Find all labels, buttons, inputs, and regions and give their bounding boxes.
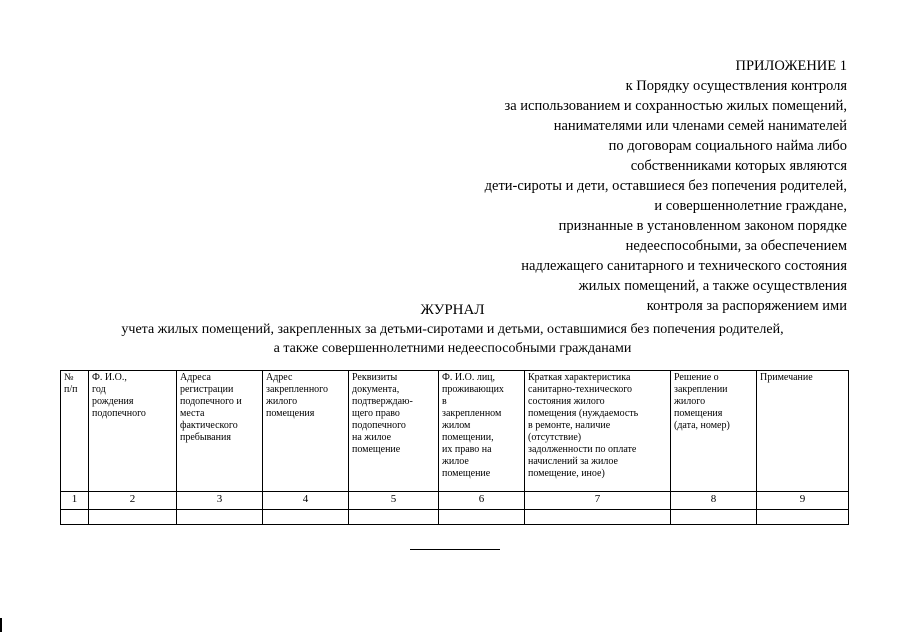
column-number-cell: 2: [89, 492, 177, 510]
appendix-block: [485, 56, 847, 316]
appendix-line: недееспособными, за обеспечением: [625, 238, 847, 254]
journal-title: ЖУРНАЛ: [420, 302, 485, 318]
appendix-line: нанимателями или членами семей нанимателей: [553, 118, 847, 134]
header-cell-number: № п/п: [61, 371, 89, 492]
appendix-line: жилых помещений, а также осуществления: [578, 278, 847, 294]
empty-cell: [349, 510, 439, 525]
empty-table-row: [61, 510, 849, 525]
empty-cell: [671, 510, 757, 525]
empty-cell: [89, 510, 177, 525]
table-header-row: [61, 371, 849, 492]
appendix-title: ПРИЛОЖЕНИЕ 1: [735, 58, 847, 74]
journal-subtitle: [0, 320, 905, 358]
header-cell-addresses: Адреса регистрации подопечного и места фактического пребывания: [177, 371, 263, 492]
appendix-line: надлежащего санитарного и технического состояния: [521, 258, 847, 274]
appendix-line: по договорам социального найма либо: [608, 138, 847, 154]
empty-cell: [439, 510, 525, 525]
appendix-line: и совершеннолетние граждане,: [654, 198, 847, 214]
column-number-cell: 5: [349, 492, 439, 510]
column-number-cell: 4: [263, 492, 349, 510]
appendix-line: за использованием и сохранностью жилых помещений,: [504, 98, 847, 114]
header-cell-note: Примечание: [757, 371, 849, 492]
appendix-line: контроля за распоряжением ими: [646, 298, 847, 314]
appendix-line: собственниками которых являются: [630, 158, 847, 174]
header-cell-assigned-address: Адрес закрепленного жилого помещения: [263, 371, 349, 492]
empty-cell: [177, 510, 263, 525]
header-cell-ward-name: Ф. И.О., год рождения подопечного: [89, 371, 177, 492]
empty-cell: [61, 510, 89, 525]
journal-subtitle-line: учета жилых помещений, закрепленных за детьми-сиротами и детьми, оставшимися без попечения родителей,: [121, 322, 784, 337]
appendix-line: к Порядку осуществления контроля: [625, 78, 847, 94]
appendix-line: признанные в установленном законом порядке: [558, 218, 847, 234]
column-number-cell: 9: [757, 492, 849, 510]
header-cell-document: Реквизиты документа, подтверждаю- щего право подопечного на жилое помещение: [349, 371, 439, 492]
empty-cell: [263, 510, 349, 525]
empty-cell: [757, 510, 849, 525]
column-number-cell: 7: [525, 492, 671, 510]
scan-edge-mark: [0, 618, 2, 632]
column-number-cell: 8: [671, 492, 757, 510]
bottom-separator-line: [410, 549, 500, 550]
column-number-cell: 3: [177, 492, 263, 510]
header-cell-condition: Краткая характеристика санитарно-технического состояния жилого помещения (нуждаемость в ремонте, наличие (отсутствие) задолженности по оплате начислений за жилое помещение, иное): [525, 371, 671, 492]
column-number-cell: 6: [439, 492, 525, 510]
header-cell-residents: Ф. И.О. лиц, проживающих в закрепленном жилом помещении, их право на жилое помещение: [439, 371, 525, 492]
appendix-line: дети-сироты и дети, оставшиеся без попечения родителей,: [484, 178, 847, 194]
empty-cell: [525, 510, 671, 525]
register-table: [60, 370, 849, 525]
journal-subtitle-line: а также совершеннолетними недееспособными гражданами: [273, 341, 632, 356]
header-cell-decision: Решение о закреплении жилого помещения (дата, номер): [671, 371, 757, 492]
column-number-cell: 1: [61, 492, 89, 510]
column-number-row: [61, 492, 849, 510]
